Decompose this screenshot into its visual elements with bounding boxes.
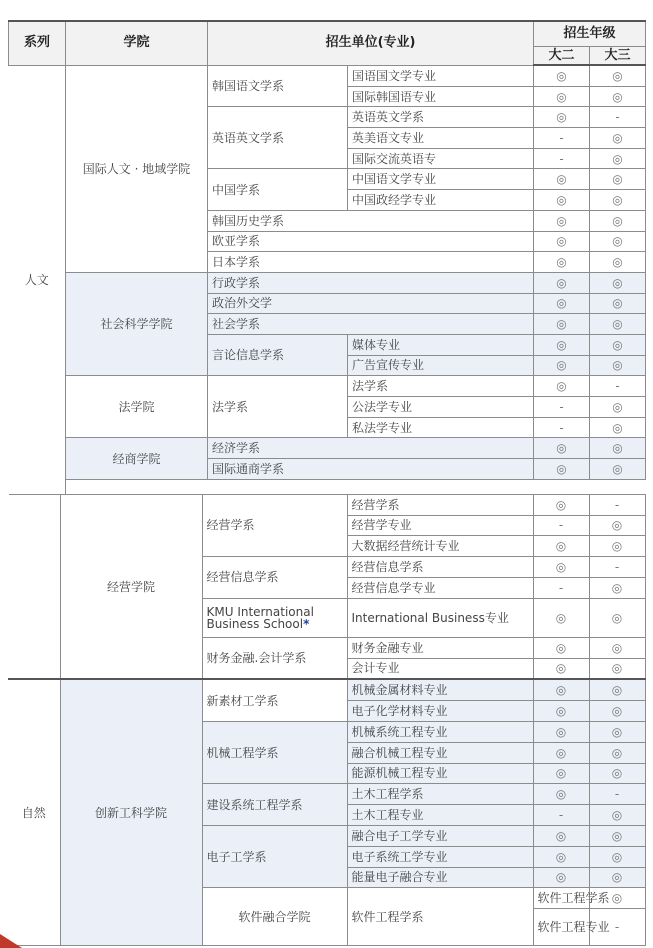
mark-no: - <box>534 148 590 169</box>
mark-yes: ◎ <box>589 515 645 536</box>
mark-yes: ◎ <box>590 355 646 376</box>
dept-name: 行政学系 <box>208 272 534 293</box>
dept-name: 欧亚学系 <box>208 231 534 252</box>
corner-decoration <box>0 934 22 948</box>
major-name: 软件工程专业 <box>533 909 589 946</box>
header-unit: 招生单位(专业) <box>208 21 534 65</box>
major-name: 土木工程专业 <box>347 805 533 826</box>
dept-name: 经济学系 <box>208 438 534 459</box>
mark-yes: ◎ <box>590 148 646 169</box>
major-name: 经营学系 <box>347 494 533 515</box>
major-name: 英语英文学系 <box>348 107 534 128</box>
major-name: 能量电子融合专业 <box>347 867 533 888</box>
dept-name: 韩国语文学系 <box>208 65 348 107</box>
mark-no: - <box>589 909 645 946</box>
mark-yes: ◎ <box>534 459 590 480</box>
major-name: 软件工程学系 <box>533 888 589 909</box>
mark-yes: ◎ <box>534 169 590 190</box>
dept-name: 财务金融.会计学系 <box>202 637 347 679</box>
major-name: 电子化学材料专业 <box>347 701 533 722</box>
humanities-section <box>9 65 646 494</box>
mark-yes: ◎ <box>589 637 645 658</box>
mark-yes: ◎ <box>534 314 590 335</box>
mark-yes: ◎ <box>534 107 590 128</box>
major-name: 会计专业 <box>347 658 533 679</box>
mark-no: - <box>534 128 590 149</box>
major-name: 机械系统工程专业 <box>347 721 533 742</box>
mark-yes: ◎ <box>533 846 589 867</box>
college-name: 创新工科学院 <box>60 679 202 945</box>
dept-name: 法学系 <box>208 376 348 438</box>
header-grade: 招生年级 <box>534 21 646 47</box>
major-name: 中国语文学专业 <box>348 169 534 190</box>
mark-yes: ◎ <box>533 763 589 784</box>
major-name: 土木工程学系 <box>347 784 533 805</box>
footnote-star: * <box>303 616 310 631</box>
major-name: 融合电子工学专业 <box>347 825 533 846</box>
mark-yes: ◎ <box>589 701 645 722</box>
dept-name: 建设系统工程学系 <box>202 784 347 826</box>
mark-yes: ◎ <box>533 598 589 637</box>
mark-yes: ◎ <box>590 417 646 438</box>
mark-no: - <box>534 397 590 418</box>
mark-no: - <box>589 784 645 805</box>
mark-yes: ◎ <box>589 867 645 888</box>
dept-kmu-line1: KMU International <box>206 604 314 619</box>
dept-name: 韩国历史学系 <box>208 210 534 231</box>
college-name: 经商学院 <box>66 438 208 479</box>
mark-yes: ◎ <box>533 701 589 722</box>
major-name: 国语国文学专业 <box>348 65 534 86</box>
dept-name: 新素材工学系 <box>202 679 347 721</box>
dept-name: 经营学系 <box>202 494 347 556</box>
series-blank <box>8 494 60 679</box>
science-section <box>8 679 645 945</box>
mark-yes: ◎ <box>533 494 589 515</box>
mark-yes: ◎ <box>534 355 590 376</box>
mark-no: - <box>589 557 645 578</box>
mark-yes: ◎ <box>533 825 589 846</box>
mark-yes: ◎ <box>590 210 646 231</box>
mark-yes: ◎ <box>590 438 646 459</box>
major-name: 财务金融专业 <box>347 637 533 658</box>
mark-yes: ◎ <box>590 252 646 273</box>
mark-yes: ◎ <box>533 784 589 805</box>
major-name: 公法学专业 <box>348 397 534 418</box>
major-name: 经营学专业 <box>347 515 533 536</box>
major-name: 国际交流英语专 <box>348 148 534 169</box>
series-humanities: 人文 <box>9 65 66 494</box>
mark-yes: ◎ <box>533 721 589 742</box>
dept-name: 经营信息学系 <box>202 557 347 599</box>
mark-yes: ◎ <box>590 397 646 418</box>
mark-yes: ◎ <box>589 763 645 784</box>
mark-yes: ◎ <box>589 658 645 679</box>
mark-yes: ◎ <box>589 888 645 909</box>
mark-yes: ◎ <box>534 252 590 273</box>
major-name: 英美语文专业 <box>348 128 534 149</box>
mark-yes: ◎ <box>590 272 646 293</box>
dept-name: 政治外交学 <box>208 293 534 314</box>
mark-yes: ◎ <box>533 536 589 557</box>
mark-yes: ◎ <box>534 376 590 397</box>
mark-yes: ◎ <box>533 679 589 700</box>
major-name: 中国政经学专业 <box>348 190 534 211</box>
major-name: 机械金属材料专业 <box>347 679 533 700</box>
mark-yes: ◎ <box>534 231 590 252</box>
mark-yes: ◎ <box>534 86 590 107</box>
header-series: 系列 <box>9 21 66 65</box>
mark-yes: ◎ <box>590 334 646 355</box>
college-name: 软件融合学院 <box>202 888 347 946</box>
dept-name-kmu <box>202 598 347 637</box>
dept-name: 中国学系 <box>208 169 348 210</box>
mark-yes: ◎ <box>589 577 645 598</box>
header-year2: 大二 <box>534 47 590 66</box>
business-section <box>8 494 645 679</box>
mark-no: - <box>590 376 646 397</box>
major-name: 媒体专业 <box>348 334 534 355</box>
dept-name: 电子工学系 <box>202 825 347 887</box>
college-name: 经营学院 <box>60 494 202 679</box>
mark-yes: ◎ <box>590 128 646 149</box>
mark-no: - <box>533 577 589 598</box>
admission-table <box>8 20 645 946</box>
major-name: 大数据经营统计专业 <box>347 536 533 557</box>
mark-yes: ◎ <box>590 65 646 86</box>
mark-yes: ◎ <box>589 598 645 637</box>
mark-yes: ◎ <box>533 867 589 888</box>
mark-yes: ◎ <box>534 190 590 211</box>
mark-yes: ◎ <box>534 210 590 231</box>
major-name: 经营信息学系 <box>347 557 533 578</box>
dept-name: 国际通商学系 <box>208 459 534 480</box>
college-name: 法学院 <box>66 376 208 438</box>
college-name: 社会科学学院 <box>66 272 208 375</box>
mark-yes: ◎ <box>533 658 589 679</box>
major-name: 国际韩国语专业 <box>348 86 534 107</box>
major-name: 私法学专业 <box>348 417 534 438</box>
mark-yes: ◎ <box>590 314 646 335</box>
mark-yes: ◎ <box>589 805 645 826</box>
major-name: 法学系 <box>348 376 534 397</box>
mark-yes: ◎ <box>590 231 646 252</box>
dept-name: 软件工程学系 <box>347 888 533 946</box>
mark-no: - <box>533 805 589 826</box>
admission-table-grid <box>8 20 646 495</box>
mark-no: - <box>590 107 646 128</box>
dept-name: 日本学系 <box>208 252 534 273</box>
mark-yes: ◎ <box>589 721 645 742</box>
dept-name: 英语英文学系 <box>208 107 348 169</box>
mark-yes: ◎ <box>589 846 645 867</box>
mark-yes: ◎ <box>589 679 645 700</box>
mark-yes: ◎ <box>590 190 646 211</box>
mark-yes: ◎ <box>590 86 646 107</box>
mark-yes: ◎ <box>534 334 590 355</box>
dept-kmu-line2: Business School <box>206 616 304 631</box>
major-name: 融合机械工程专业 <box>347 742 533 763</box>
admission-table-grid-2 <box>8 494 646 946</box>
mark-yes: ◎ <box>534 293 590 314</box>
series-science: 自然 <box>8 679 60 945</box>
mark-yes: ◎ <box>589 742 645 763</box>
dept-name: 机械工程学系 <box>202 721 347 783</box>
mark-yes: ◎ <box>533 742 589 763</box>
mark-yes: ◎ <box>589 536 645 557</box>
major-name: International Business专业 <box>347 598 533 637</box>
mark-yes: ◎ <box>589 825 645 846</box>
mark-yes: ◎ <box>534 65 590 86</box>
major-name: 经营信息学专业 <box>347 577 533 598</box>
section-gap <box>66 479 646 494</box>
dept-name: 言论信息学系 <box>208 334 348 375</box>
dept-name: 社会学系 <box>208 314 534 335</box>
mark-yes: ◎ <box>534 272 590 293</box>
mark-yes: ◎ <box>590 459 646 480</box>
mark-yes: ◎ <box>533 557 589 578</box>
mark-no: - <box>534 417 590 438</box>
header-year3: 大三 <box>590 47 646 66</box>
mark-yes: ◎ <box>590 293 646 314</box>
mark-yes: ◎ <box>590 169 646 190</box>
major-name: 广告宣传专业 <box>348 355 534 376</box>
mark-no: - <box>533 515 589 536</box>
header-college: 学院 <box>66 21 208 65</box>
mark-no: - <box>589 494 645 515</box>
mark-yes: ◎ <box>533 637 589 658</box>
major-name: 电子系统工学专业 <box>347 846 533 867</box>
major-name: 能源机械工程专业 <box>347 763 533 784</box>
college-name: 国际人文 · 地域学院 <box>66 65 208 272</box>
mark-yes: ◎ <box>534 438 590 459</box>
